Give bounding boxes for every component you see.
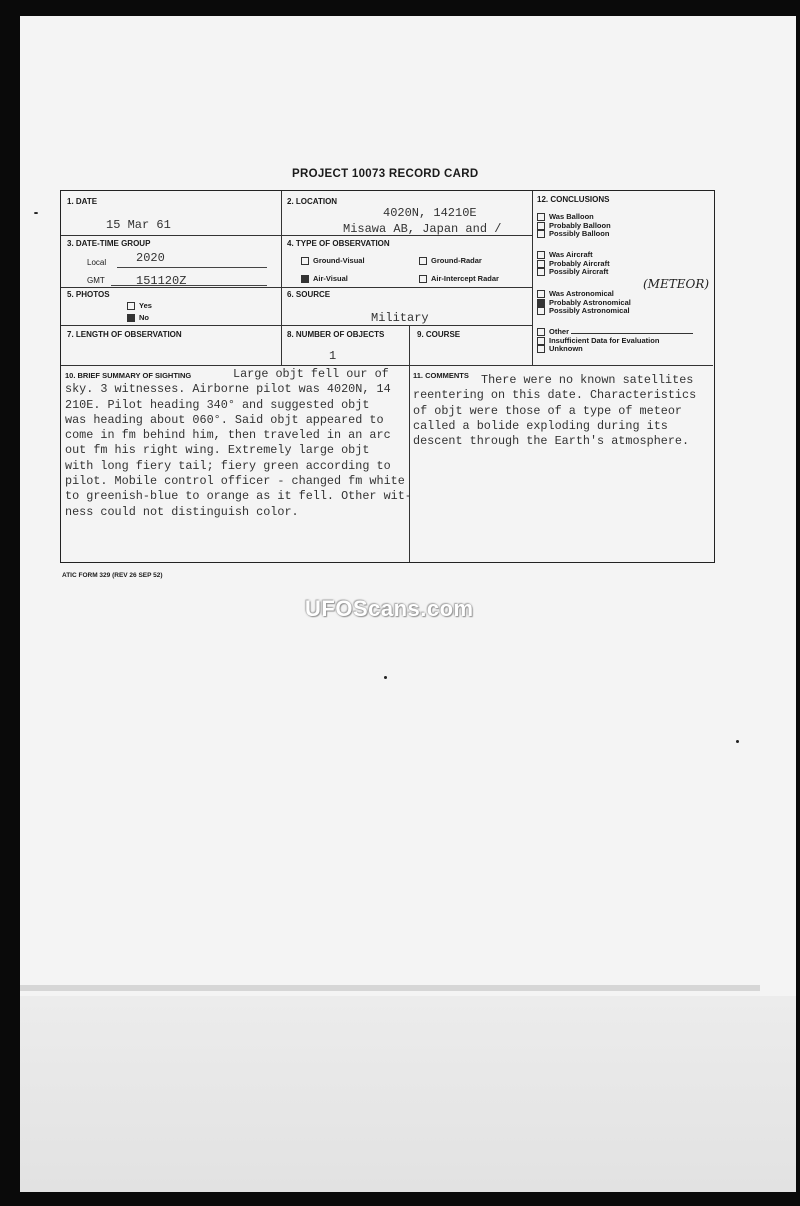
date-value: 15 Mar 61 <box>106 218 171 232</box>
conclusion-option[interactable]: Insufficient Data for Evaluation <box>537 337 693 346</box>
location-label: 2. LOCATION <box>287 197 338 206</box>
gmt-label: GMT <box>87 276 105 285</box>
summary-label: 10. BRIEF SUMMARY OF SIGHTING <box>65 371 192 380</box>
checkbox-icon <box>301 257 309 265</box>
divider <box>281 191 282 365</box>
number-of-objects-value: 1 <box>329 349 337 363</box>
source-label: 6. SOURCE <box>287 290 331 299</box>
gmt-underline <box>111 285 267 286</box>
local-label: Local <box>87 258 107 267</box>
conclusions-group-aircraft <box>537 251 610 277</box>
watermark: UFOScans.com <box>305 596 474 621</box>
option-air-visual[interactable]: Air-Visual <box>301 274 348 283</box>
conclusion-option[interactable]: Probably Aircraft <box>537 260 610 269</box>
checkbox-icon <box>537 307 545 315</box>
checkbox-icon <box>537 213 545 221</box>
conclusion-option[interactable]: Possibly Aircraft <box>537 268 610 277</box>
date-label: 1. DATE <box>67 197 98 206</box>
speck <box>34 212 38 214</box>
divider <box>532 191 533 365</box>
option-ground-radar[interactable]: Ground-Radar <box>419 256 482 265</box>
comments-label: 11. COMMENTS <box>413 371 469 380</box>
conclusion-option[interactable]: Possibly Balloon <box>537 230 611 239</box>
page-shade <box>20 996 796 1192</box>
card-title: PROJECT 10073 RECORD CARD <box>292 168 479 180</box>
summary-body: Large objt fell our of sky. 3 witnesses. Airborne pilot was 4020N, 14 210E. Pilot heading 340° and suggested objt was heading about 060°. Said objt appeared to come in fm behind him, then traveled in an arc out fm his right wing. Extremely large objt with long fiery tail; fiery green according to pilot. Mobile control officer - changed fm white to greenish-blue to orange as it fell. Other wit- ness could not distinguish color. <box>65 367 412 519</box>
option-air-intercept-radar[interactable]: Air-Intercept Radar <box>419 274 499 283</box>
conclusion-option[interactable]: Was Balloon <box>537 213 611 222</box>
checkbox-icon <box>537 290 545 298</box>
handwritten-meteor-note: (METEOR) <box>643 277 710 291</box>
date-time-group-label: 3. DATE-TIME GROUP <box>67 239 151 248</box>
checkbox-icon <box>537 260 545 268</box>
course-label: 9. COURSE <box>417 330 461 339</box>
location-line1: 4020N, 14210E <box>383 206 477 220</box>
record-card <box>60 190 715 563</box>
conclusion-option[interactable]: Unknown <box>537 345 693 354</box>
source-value: Military <box>371 311 429 325</box>
photos-no-option[interactable]: No <box>127 313 149 322</box>
checkbox-icon <box>537 337 545 345</box>
conclusion-option[interactable]: Probably Balloon <box>537 222 611 231</box>
conclusions-group-astronomical <box>537 290 631 316</box>
checked-checkbox-icon <box>537 299 545 307</box>
speck <box>384 676 387 679</box>
summary-text <box>65 367 412 520</box>
checked-checkbox-icon <box>301 275 309 283</box>
checkbox-icon <box>537 230 545 238</box>
photos-yes-option[interactable]: Yes <box>127 301 152 310</box>
checkbox-icon <box>419 257 427 265</box>
comments-body: There were no known satellites reentering on this date. Characteristics of objt were those of a type of meteor called a bolide exploding during its descent through the Earth's atmosphere. <box>413 373 697 449</box>
local-underline <box>117 267 267 268</box>
comments-text <box>413 373 696 449</box>
divider <box>61 287 532 288</box>
observation-type-label: 4. TYPE OF OBSERVATION <box>287 239 390 248</box>
form-id: ATIC FORM 329 (REV 26 SEP 52) <box>62 572 163 579</box>
speck <box>736 740 739 743</box>
conclusion-option[interactable]: Was Astronomical <box>537 290 631 299</box>
checkbox-icon <box>419 275 427 283</box>
divider <box>61 325 532 326</box>
checked-checkbox-icon <box>127 314 135 322</box>
divider <box>61 365 713 366</box>
checkbox-icon <box>537 328 545 336</box>
location-line2: Misawa AB, Japan and / <box>343 222 502 236</box>
conclusion-option[interactable]: Was Aircraft <box>537 251 610 260</box>
option-ground-visual[interactable]: Ground-Visual <box>301 256 365 265</box>
checkbox-icon <box>127 302 135 310</box>
conclusion-option-checked[interactable]: Probably Astronomical <box>537 299 631 308</box>
conclusion-option[interactable]: Other <box>537 328 693 337</box>
other-underline <box>571 333 693 334</box>
conclusions-group-other <box>537 328 693 354</box>
conclusions-group-balloon <box>537 213 611 239</box>
number-of-objects-label: 8. NUMBER OF OBJECTS <box>287 330 385 339</box>
gmt-value: 151120Z <box>136 274 187 288</box>
photos-label: 5. PHOTOS <box>67 290 110 299</box>
checkbox-icon <box>537 268 545 276</box>
checkbox-icon <box>537 345 545 353</box>
fold-line <box>20 985 760 991</box>
checkbox-icon <box>537 251 545 259</box>
checkbox-icon <box>537 222 545 230</box>
conclusion-option[interactable]: Possibly Astronomical <box>537 307 631 316</box>
local-value: 2020 <box>136 251 165 265</box>
conclusions-label: 12. CONCLUSIONS <box>537 195 610 204</box>
length-label: 7. LENGTH OF OBSERVATION <box>67 330 182 339</box>
